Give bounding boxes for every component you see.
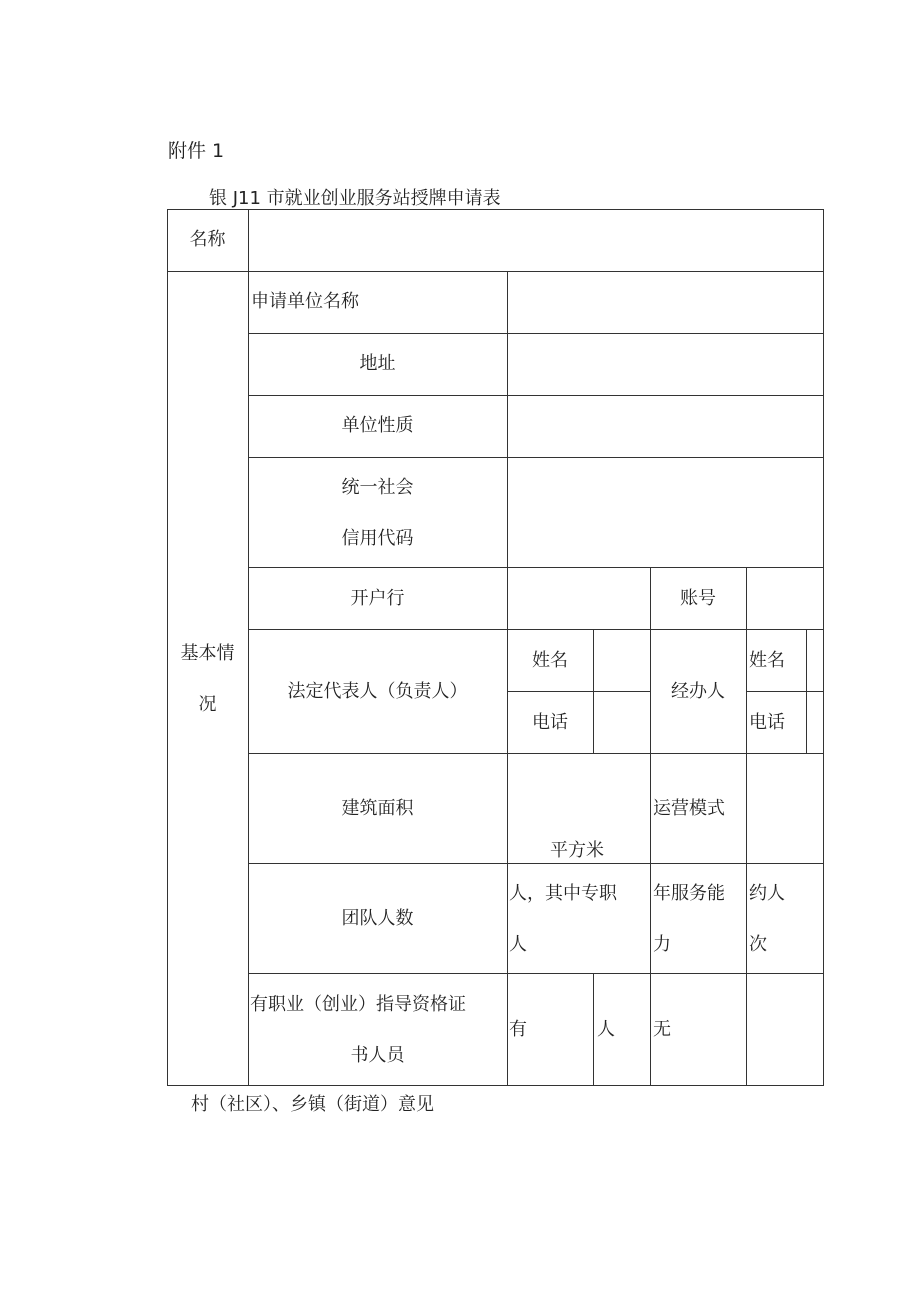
row-divider [248,753,824,754]
column-divider [248,209,249,1085]
legal-rep-label: 法定代表人（负责人） [287,681,468,702]
square-meter-unit: 平方米 [550,840,604,861]
row-divider [167,271,824,272]
handler-name-label: 姓名 [749,650,785,671]
has-label: 有 [509,1019,527,1040]
applicant-unit-name-label: 申请单位名称 [251,291,359,312]
annual-capacity-line2: 力 [653,934,671,955]
village-opinion-label: 村（社区）、乡镇（街道）意见 [191,1094,434,1115]
table-border-right [823,209,824,1085]
row-divider [248,567,824,568]
building-area-label: 建筑面积 [341,798,414,819]
credit-code-label-line2: 信用代码 [341,528,414,549]
column-divider [746,567,747,1085]
legal-rep-phone-label: 电话 [532,712,568,733]
row-divider [507,691,650,692]
row-divider [248,457,824,458]
approx-line2: 次 [749,934,767,955]
operation-mode-label: 运营模式 [653,798,725,819]
row-divider [248,863,824,864]
row-divider [248,973,824,974]
column-divider [593,973,594,1085]
table-border-top [167,209,824,210]
basic-info-label-line2: 况 [198,694,217,715]
row-divider [248,395,824,396]
column-divider [650,567,651,1085]
bank-label: 开户行 [350,588,405,609]
handler-label: 经办人 [671,681,725,702]
legal-rep-name-label: 姓名 [532,650,568,671]
row-divider [248,629,824,630]
account-label: 账号 [680,588,716,609]
column-divider [507,271,508,1085]
team-size-label: 团队人数 [341,908,414,929]
table-border-bottom [167,1085,824,1086]
team-detail-line2: 人 [509,934,527,955]
basic-info-label-line1: 基本情 [180,643,235,664]
address-label: 地址 [359,353,396,374]
cert-staff-label-line1: 有职业（创业）指导资格证 [250,994,466,1015]
annual-capacity-line1: 年服务能 [653,883,725,904]
name-label: 名称 [189,229,226,250]
column-divider [806,629,807,753]
column-divider [593,629,594,753]
row-divider [746,691,824,692]
approx-line1: 约人 [749,883,785,904]
unit-nature-label: 单位性质 [341,415,414,436]
cert-staff-label-line2: 书人员 [350,1045,405,1066]
person-label: 人 [597,1019,615,1040]
row-divider [248,333,824,334]
handler-phone-label: 电话 [749,712,785,733]
none-label: 无 [653,1019,671,1040]
attachment-label: 附件 1 [168,140,225,162]
team-detail-line1: 人，其中专职 [509,883,617,904]
form-title: 银 J11 市就业创业服务站授牌申请表 [209,188,501,209]
credit-code-label-line1: 统一社会 [341,477,414,498]
